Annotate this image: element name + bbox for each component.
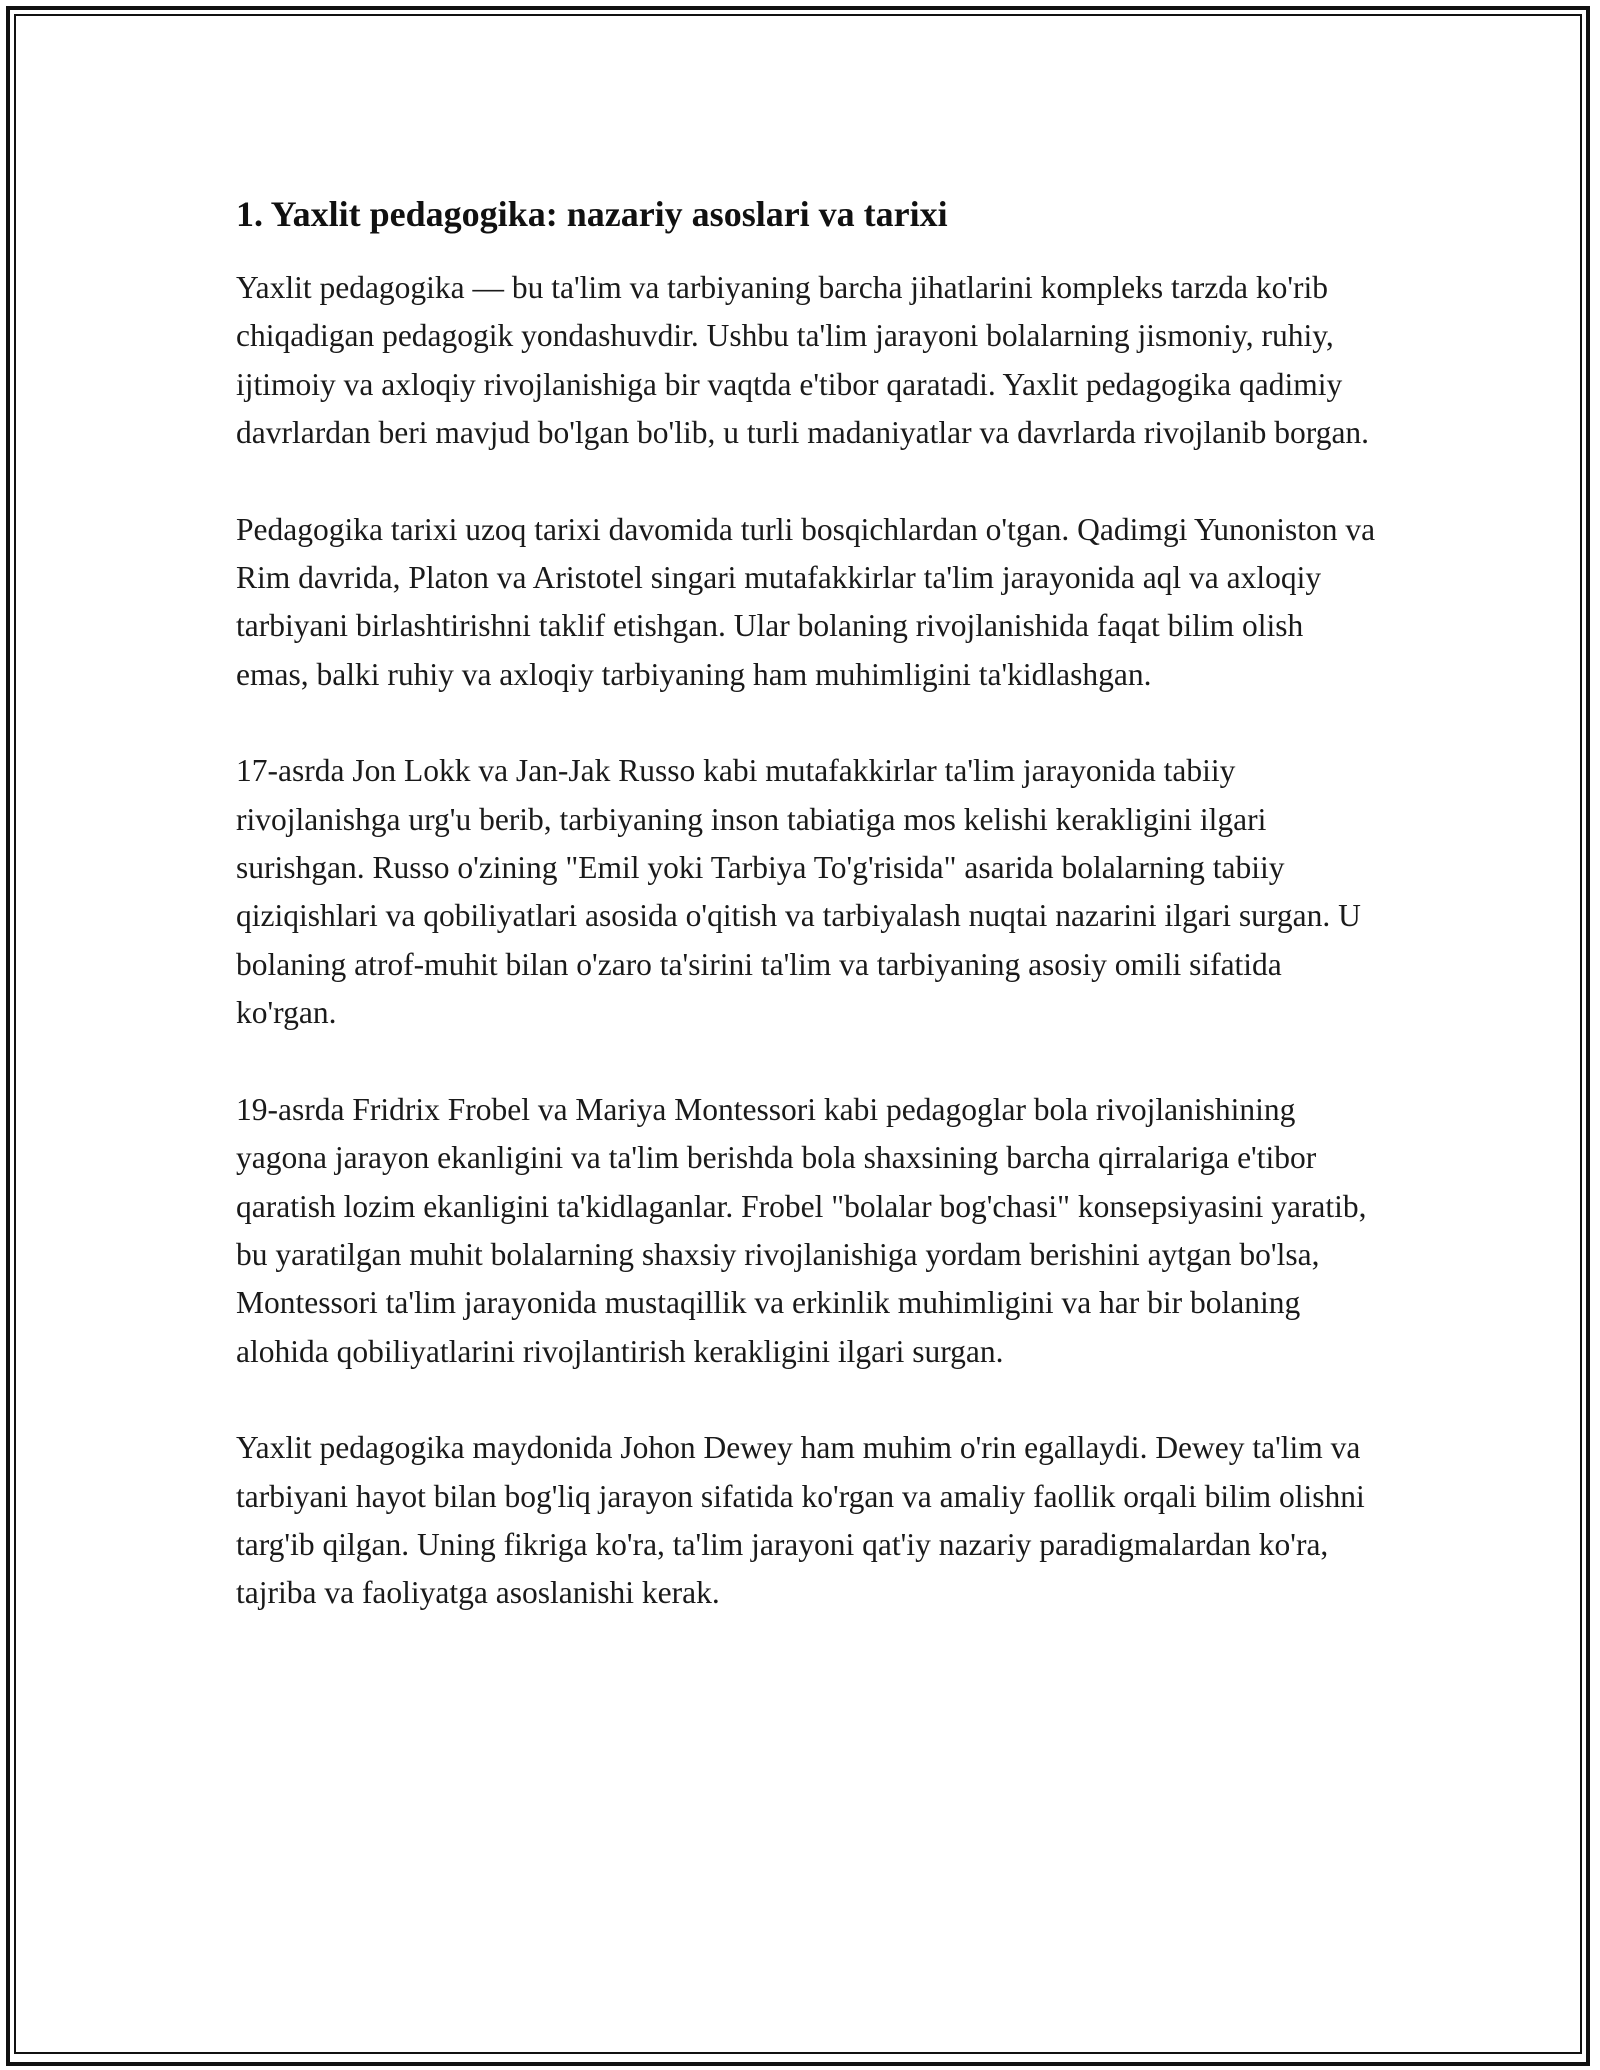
document-body xyxy=(236,190,1376,1666)
paragraph-17th-century: 17-asrda Jon Lokk va Jan-Jak Russo kabi mutafakkirlar ta'lim jarayonida tabiiy rivojlanishga urg'u berib, tarbiyaning inson tabiatiga mos kelishi kerakligini ilgari surishgan. Russo o'zining "Emil yoki Tarbiya To'g'risida" asarida bolalarning tabiiy qiziqishlari va qobiliyatlari asosida o'qitish va tarbiyalash nuqtai nazarini ilgari surgan. U bolaning atrof-muhit bilan o'zaro ta'sirini ta'lim va tarbiyaning asosiy omili sifatida ko'rgan. xyxy=(236,753,1361,1031)
paragraph-dewey: Yaxlit pedagogika maydonida Johon Dewey ham muhim o'rin egallaydi. Dewey ta'lim va tarbiyani hayot bilan bog'liq jarayon sifatida ko'rgan va amaliy faollik orqali bilim olishni targ'ib qilgan. Uning fikriga ko'ra, ta'lim jarayoni qat'iy nazariy paradigmalardan ko'ra, tajriba va faoliyatga asoslanishi kerak. xyxy=(236,1430,1365,1611)
paragraph-history: Pedagogika tarixi uzoq tarixi davomida turli bosqichlardan o'tgan. Qadimgi Yunoniston va Rim davrida, Platon va Aristotel singari mutafakkirlar ta'lim jarayonida aql va axloqiy tarbiyani birlashtirishni taklif etishgan. Ular bolaning rivojlanishida faqat bilim olish emas, balki ruhiy va axloqiy tarbiyaning ham muhimligini ta'kidlashgan. xyxy=(236,511,1376,692)
paragraph-19th-century: 19-asrda Fridrix Frobel va Mariya Montessori kabi pedagoglar bola rivojlanishining yagona jarayon ekanligini va ta'lim berishda bola shaxsining barcha qirralariga e'tibor qaratish lozim ekanligini ta'kidlaganlar. Frobel "bolalar bog'chasi" konsepsiyasini yaratib, bu yaratilgan muhit bolalarning shaxsiy rivojlanishiga yordam berishini aytgan bo'lsa, Montessori ta'lim jarayonida mustaqillik va erkinlik muhimligini va har bir bolaning alohida qobiliyatlarini rivojlantirish kerakligini ilgari surgan. xyxy=(236,1091,1367,1369)
paragraph-intro: Yaxlit pedagogika — bu ta'lim va tarbiyaning barcha jihatlarini kompleks tarzda ko'rib chiqadigan pedagogik yondashuvdir. Ushbu ta'lim jarayoni bolalarning jismoniy, ruhiy, ijtimoiy va axloqiy rivojlanishiga bir vaqtda e'tibor qaratadi. Yaxlit pedagogika qadimiy davrlardan beri mavjud bo'lgan bo'lib, u turli madaniyatlar va davrlarda rivojlanib borgan. xyxy=(236,270,1370,451)
section-heading: 1. Yaxlit pedagogika: nazariy asoslari va tarixi xyxy=(236,194,948,234)
